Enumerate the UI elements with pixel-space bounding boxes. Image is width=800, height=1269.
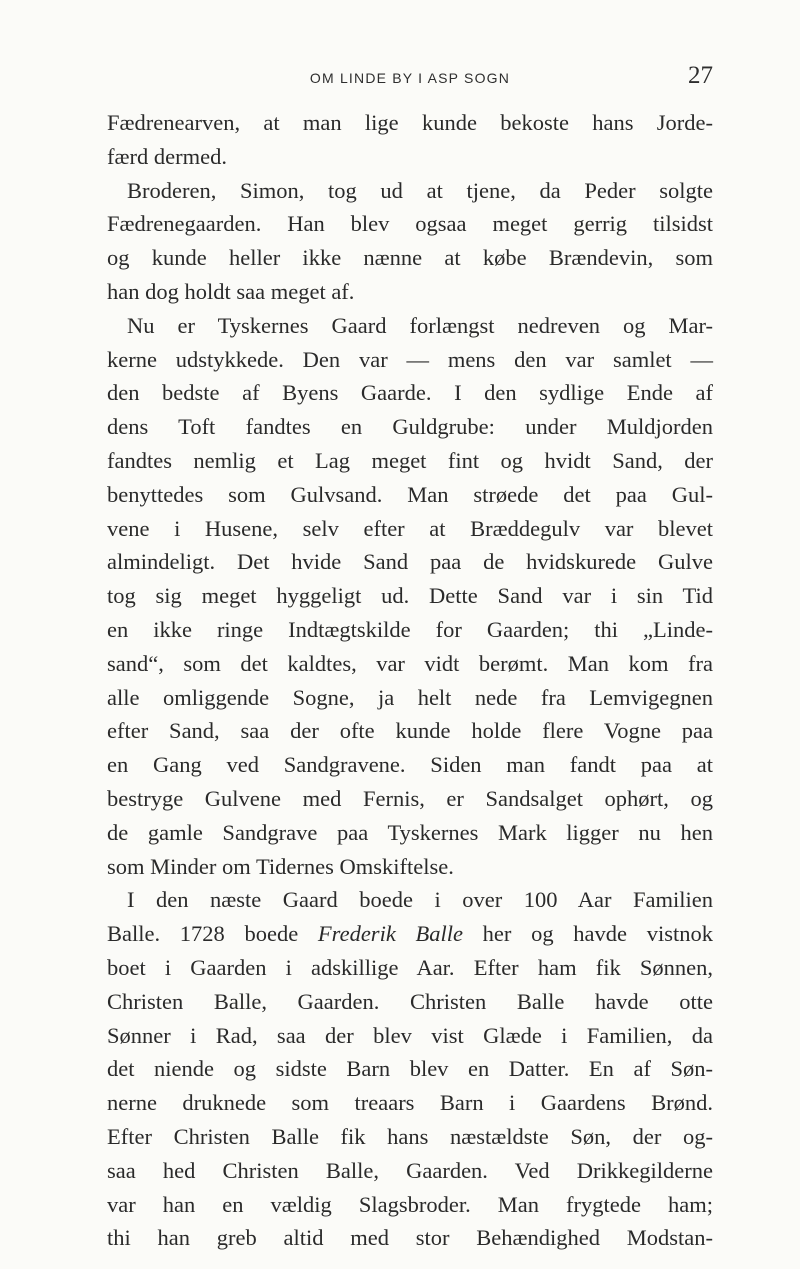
italic-name: Frederik Balle bbox=[317, 921, 463, 947]
text-line: sand“, som det kaldtes, var vidt berømt. Man kom fra bbox=[107, 650, 713, 676]
text-line: saa hed Christen Balle, Gaarden. Ved Drikkegilderne bbox=[107, 1157, 713, 1183]
text-line: kerne udstykkede. Den var — mens den var samlet — bbox=[107, 346, 713, 372]
page-number: 27 bbox=[688, 62, 713, 89]
text-line: bestryge Gulvene med Fernis, er Sandsalget ophørt, og bbox=[107, 785, 713, 811]
text-line: den bedste af Byens Gaarde. I den sydlige Ende af bbox=[107, 380, 713, 406]
text-fragment: Balle. 1728 boede bbox=[107, 921, 318, 947]
text-line: I den næste Gaard boede i over 100 Aar Familien bbox=[127, 887, 713, 913]
text-line: de gamle Sandgrave paa Tyskernes Mark ligger nu hen bbox=[107, 819, 713, 845]
text-line: vene i Husene, selv efter at Bræddegulv var blevet bbox=[107, 515, 713, 541]
text-line: en Gang ved Sandgravene. Siden man fandt paa at bbox=[107, 752, 713, 778]
text-line: som Minder om Tidernes Omskiftelse. bbox=[107, 853, 454, 879]
text-line: Christen Balle, Gaarden. Christen Balle havde otte bbox=[107, 988, 713, 1014]
text-line: Fædrenegaarden. Han blev ogsaa meget gerrig tilsidst bbox=[107, 211, 713, 237]
text-fragment: her og havde vistnok bbox=[462, 921, 713, 947]
text-line: fandtes nemlig et Lag meget fint og hvidt Sand, der bbox=[107, 447, 713, 473]
running-head bbox=[107, 62, 713, 92]
text-line: Sønner i Rad, saa der blev vist Glæde i Familien, da bbox=[107, 1022, 713, 1048]
text-line: og kunde heller ikke nænne at købe Brændevin, som bbox=[107, 245, 713, 271]
text-line: tog sig meget hyggeligt ud. Dette Sand var i sin Tid bbox=[107, 583, 713, 609]
text-line: nerne druknede som treaars Barn i Gaardens Brønd. bbox=[107, 1090, 713, 1116]
text-line: Nu er Tyskernes Gaard forlængst nedreven og Mar- bbox=[127, 312, 713, 338]
text-line: boet i Gaarden i adskillige Aar. Efter ham fik Sønnen, bbox=[107, 954, 713, 980]
text-line-with-italic-name bbox=[107, 917, 713, 951]
text-line: Fædrenearven, at man lige kunde bekoste hans Jorde- bbox=[107, 110, 713, 135]
text-line: han dog holdt saa meget af. bbox=[107, 278, 355, 304]
text-line: dens Toft fandtes en Guldgrube: under Muldjorden bbox=[107, 414, 713, 440]
text-line: alle omliggende Sogne, ja helt nede fra Lemvigegnen bbox=[107, 684, 713, 710]
text-line: færd dermed. bbox=[107, 143, 227, 169]
text-line: efter Sand, saa der ofte kunde holde flere Vogne paa bbox=[107, 718, 713, 744]
text-line: thi han greb altid med stor Behændighed Modstan- bbox=[107, 1225, 713, 1251]
body-text bbox=[107, 106, 713, 1255]
text-line: benyttedes som Gulvsand. Man strøede det paa Gul- bbox=[107, 481, 713, 507]
text-line: det niende og sidste Barn blev en Datter. En af Søn- bbox=[107, 1056, 713, 1082]
text-line: almindeligt. Det hvide Sand paa de hvidskurede Gulve bbox=[107, 549, 713, 575]
text-line: var han en vældig Slagsbroder. Man frygtede ham; bbox=[107, 1191, 713, 1217]
running-title: OM LINDE BY I ASP SOGN bbox=[309, 70, 511, 86]
text-line: en ikke ringe Indtægtskilde for Gaarden; thi „Linde- bbox=[107, 616, 713, 642]
text-line: Broderen, Simon, tog ud at tjene, da Peder solgte bbox=[127, 177, 713, 203]
text-line: Efter Christen Balle fik hans næstældste Søn, der og- bbox=[107, 1123, 713, 1149]
